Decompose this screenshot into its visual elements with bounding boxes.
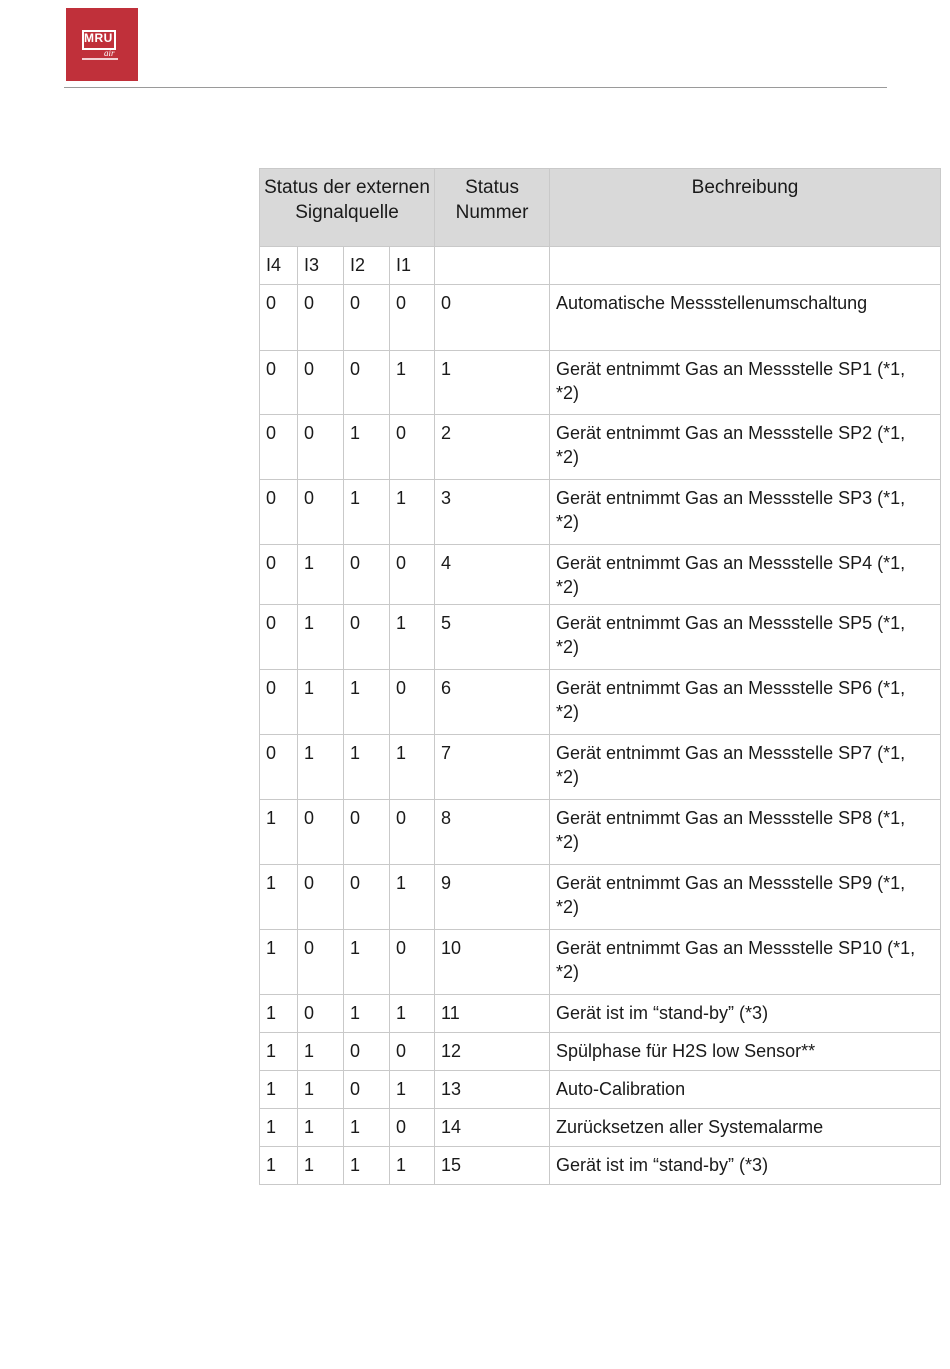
cell-description: Spülphase für H2S low Sensor** (550, 1033, 941, 1071)
cell-description: Zurücksetzen aller Systemalarme (550, 1109, 941, 1147)
cell-i2: 1 (344, 670, 390, 735)
logo-subtext: air (104, 48, 115, 58)
cell-description: Gerät entnimmt Gas an Messstelle SP5 (*1, *2) (550, 605, 941, 670)
table-row (260, 1033, 941, 1071)
cell-status-number: 2 (435, 415, 550, 480)
table-row (260, 800, 941, 865)
header-divider (64, 87, 887, 88)
cell-status-number: 11 (435, 995, 550, 1033)
cell-i3: 1 (298, 1071, 344, 1109)
cell-i1: 1 (390, 995, 435, 1033)
cell-i2: 0 (344, 865, 390, 930)
cell-i4: 1 (260, 930, 298, 995)
table-header-row (260, 169, 941, 247)
cell-i1: 1 (390, 1071, 435, 1109)
header-signal-source: Status der externen Signalquelle (260, 169, 435, 247)
cell-description: Gerät entnimmt Gas an Messstelle SP10 (*1, *2) (550, 930, 941, 995)
cell-description: Automatische Messstellenumschaltung (550, 285, 941, 351)
bit-label-i3: I3 (298, 247, 344, 285)
cell-i2: 1 (344, 995, 390, 1033)
bit-label-empty (435, 247, 550, 285)
cell-i2: 1 (344, 415, 390, 480)
cell-status-number: 13 (435, 1071, 550, 1109)
cell-i4: 1 (260, 1109, 298, 1147)
cell-status-number: 8 (435, 800, 550, 865)
cell-i1: 0 (390, 670, 435, 735)
cell-description: Gerät entnimmt Gas an Messstelle SP6 (*1, *2) (550, 670, 941, 735)
logo-text: MRU (84, 31, 113, 45)
cell-i3: 1 (298, 605, 344, 670)
cell-description: Gerät entnimmt Gas an Messstelle SP2 (*1, *2) (550, 415, 941, 480)
cell-description: Gerät entnimmt Gas an Messstelle SP1 (*1, *2) (550, 351, 941, 415)
cell-i4: 0 (260, 415, 298, 480)
cell-status-number: 14 (435, 1109, 550, 1147)
table-row (260, 351, 941, 415)
cell-description: Gerät entnimmt Gas an Messstelle SP7 (*1, *2) (550, 735, 941, 800)
cell-i4: 1 (260, 1071, 298, 1109)
cell-description: Gerät entnimmt Gas an Messstelle SP3 (*1, *2) (550, 480, 941, 545)
cell-i2: 0 (344, 800, 390, 865)
cell-i3: 1 (298, 1109, 344, 1147)
cell-i3: 0 (298, 995, 344, 1033)
cell-i4: 1 (260, 1033, 298, 1071)
table-row (260, 605, 941, 670)
cell-status-number: 0 (435, 285, 550, 351)
cell-status-number: 1 (435, 351, 550, 415)
cell-i3: 1 (298, 735, 344, 800)
table-row (260, 1147, 941, 1185)
cell-status-number: 7 (435, 735, 550, 800)
cell-i3: 0 (298, 800, 344, 865)
cell-i1: 0 (390, 285, 435, 351)
cell-i1: 1 (390, 480, 435, 545)
cell-i2: 0 (344, 1033, 390, 1071)
cell-i1: 0 (390, 1033, 435, 1071)
cell-i4: 1 (260, 1147, 298, 1185)
header-status-number: Status Nummer (435, 169, 550, 247)
table-row (260, 1109, 941, 1147)
table-row (260, 670, 941, 735)
bit-label-row (260, 247, 941, 285)
cell-description: Gerät ist im “stand-by” (*3) (550, 1147, 941, 1185)
cell-i2: 0 (344, 285, 390, 351)
table-row (260, 865, 941, 930)
cell-i3: 0 (298, 930, 344, 995)
cell-i2: 1 (344, 1109, 390, 1147)
cell-description: Gerät entnimmt Gas an Messstelle SP8 (*1, *2) (550, 800, 941, 865)
cell-i4: 1 (260, 800, 298, 865)
cell-i1: 0 (390, 415, 435, 480)
status-table (259, 168, 941, 1185)
cell-i1: 1 (390, 351, 435, 415)
cell-i1: 1 (390, 1147, 435, 1185)
cell-description: Gerät ist im “stand-by” (*3) (550, 995, 941, 1033)
cell-i3: 1 (298, 1033, 344, 1071)
cell-i2: 0 (344, 351, 390, 415)
table-row (260, 480, 941, 545)
cell-i4: 0 (260, 735, 298, 800)
cell-i1: 0 (390, 545, 435, 605)
cell-description: Gerät entnimmt Gas an Messstelle SP4 (*1, *2) (550, 545, 941, 605)
cell-description: Auto-Calibration (550, 1071, 941, 1109)
cell-status-number: 5 (435, 605, 550, 670)
company-logo (66, 8, 138, 81)
cell-i1: 1 (390, 605, 435, 670)
cell-i2: 1 (344, 480, 390, 545)
cell-i2: 1 (344, 735, 390, 800)
cell-description: Gerät entnimmt Gas an Messstelle SP9 (*1, *2) (550, 865, 941, 930)
cell-i3: 0 (298, 285, 344, 351)
cell-i2: 1 (344, 930, 390, 995)
bit-label-i4: I4 (260, 247, 298, 285)
cell-i3: 0 (298, 865, 344, 930)
cell-status-number: 3 (435, 480, 550, 545)
table-row (260, 995, 941, 1033)
cell-i4: 0 (260, 480, 298, 545)
cell-i4: 1 (260, 995, 298, 1033)
cell-i4: 0 (260, 351, 298, 415)
cell-i1: 0 (390, 930, 435, 995)
header-description: Bechreibung (550, 169, 941, 247)
table-row (260, 1071, 941, 1109)
table-row (260, 545, 941, 605)
table-row (260, 735, 941, 800)
cell-i1: 0 (390, 800, 435, 865)
cell-i3: 1 (298, 545, 344, 605)
bit-label-i2: I2 (344, 247, 390, 285)
cell-i3: 0 (298, 480, 344, 545)
cell-i3: 1 (298, 1147, 344, 1185)
cell-i2: 0 (344, 545, 390, 605)
table-row (260, 415, 941, 480)
cell-i4: 1 (260, 865, 298, 930)
cell-status-number: 10 (435, 930, 550, 995)
cell-i4: 0 (260, 545, 298, 605)
cell-status-number: 12 (435, 1033, 550, 1071)
cell-status-number: 9 (435, 865, 550, 930)
cell-i4: 0 (260, 285, 298, 351)
bit-label-i1: I1 (390, 247, 435, 285)
cell-i3: 0 (298, 415, 344, 480)
cell-i4: 0 (260, 670, 298, 735)
bit-label-empty (550, 247, 941, 285)
cell-i2: 0 (344, 605, 390, 670)
table-row (260, 930, 941, 995)
cell-status-number: 6 (435, 670, 550, 735)
cell-status-number: 4 (435, 545, 550, 605)
cell-i2: 0 (344, 1071, 390, 1109)
cell-i2: 1 (344, 1147, 390, 1185)
cell-i3: 0 (298, 351, 344, 415)
cell-status-number: 15 (435, 1147, 550, 1185)
cell-i4: 0 (260, 605, 298, 670)
cell-i3: 1 (298, 670, 344, 735)
table-row (260, 285, 941, 351)
cell-i1: 1 (390, 865, 435, 930)
cell-i1: 0 (390, 1109, 435, 1147)
cell-i1: 1 (390, 735, 435, 800)
logo-tagline-bar (82, 58, 118, 60)
